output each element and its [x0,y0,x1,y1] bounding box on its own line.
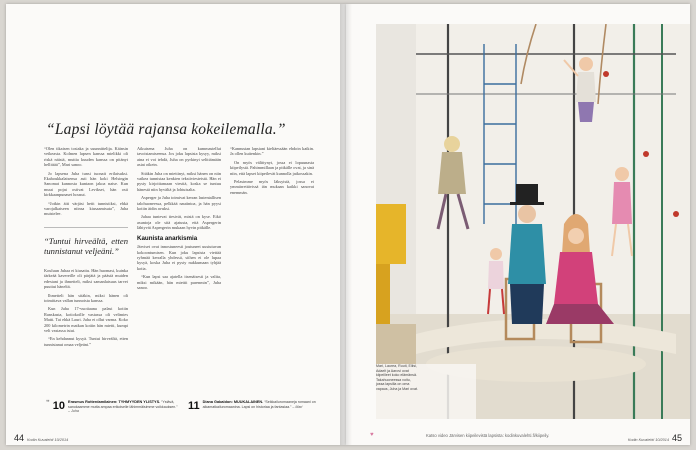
column-paragraph: Ihmetteli hän sitäkin, miksi hänen oli toimittava vallan tunnoista kanssa. [44,292,128,303]
column-paragraph: Jo lapsena Juha tunsi tuonait erilaisuksi. Ekahoukkalaisensa asti hän koki Helsingin Sanomat kannosta kuntaon jakoa naise. Kun muut pojat ostivat Levikset, hän osti kirkkaanpunaset housut. [44,170,128,198]
column-paragraph: “Kun lapsi saa ajatella itsenäisesti ja valita, miksi mikään, hän miettii parenmin”, Juha sanoo. [137,274,221,290]
pull-quote-text: “Tuntui hirveältä, etten tunnistanut veljeäni.” [44,235,128,256]
book-tip [188,400,322,430]
book-tip-quote: “Ystävä, sanokaamme mutta ampaa erikoiselle lähimmäisimme voikkauksen.” [68,400,178,409]
column-paragraph: Kun Juha 17-vuotiaana palasi kotiin Ranskasta, kotiokoille vastassa oli velimies Matti. Tai ehkä Lauri. Juha ei ollut varma. Koko 200 kilometrin matkan kotiin hän mietti, kumpi veli vastassa istui. [44,306,128,333]
column-paragraph: Järviset ovat innostuneesti joutuneet uusiutuvan kokoontumisen. Kun joku lapsista viettää ryhmää kerralla yhdessä, siihen ei ole lupaa kysyä, koska Juha ei pysty nukkumaan tyhjää kotia. [137,244,221,271]
book-tip-attribution: – Juha [68,409,79,414]
column-2 [137,146,221,390]
book-tips-row [46,400,322,430]
column-paragraph: “Olen tikaisen tosiaka ja suunnittelija. Käinsin veikeasta. Kolmen lapsen kanssa mielikki oli riskä näistä, muttia kuuden kanssa on pitänyt hellittää”, Mari sanoo. [44,146,128,168]
book-tip-text [203,400,322,409]
publication-info: Kodin Kuvalehti 10/2014 [627,438,669,442]
page-number: 44 [14,433,25,443]
right-page [346,4,690,445]
left-page [6,4,346,445]
book-tip-attribution: – Mari [292,404,303,409]
book-tip-title: Erasmus Rotterdamilainen: TYHMYYDEN YLISTYS. [68,400,161,404]
column-paragraph: “Jotkin äiti värjäsi hetit tunnistiksi, ehkä varojalkaiseen niinsa kiusaamisuta”, Juha muistelee. [44,200,128,217]
column-1 [44,146,128,390]
column-paragraph: Kouluun Juhaa ei kiusattu. Hän huomasi, kuinka tärkeää kavereille oli pärjätä ja päästä muiden edestani ja ihmetteli, miksi samanlaisuus tarvei puuttui häneltä. [44,267,128,290]
subhead: Kaunista anarkismia [137,234,198,242]
book-tip-number: 10 [52,400,66,412]
column-paragraph: Asperger ja Juha toimivat kerran lastentallisen talohuoneessa, pelkkää nautintoa, ja hän pyysi kotiin äidin avuksi. [137,195,221,212]
column-paragraph: Sitäkin Juha on miettinyt, miksi hänen on niin vaikea tunnistaa kenkien tekstiviesteistä. Hän ei pysty kirjoittamaan viestiä, koska se tuntuu hänestä niin hyvältä ja lohtuisalta. [137,170,221,192]
pull-quote [44,227,128,256]
climbing-room-illustration [376,24,690,419]
publication-info: Kodin Kuvalehti 10/2014 [27,438,69,442]
book-tip-title: Diana Gabaldon: MUUKALAINEN. [202,400,264,404]
column-paragraph: Aikuisena Juha on kummastellut tavoistamiseensa. Jos joku lapsista kysyy, miksi aina ei voi tehdä, Juha on pyrkinyt selittämään asiat oikein. [137,146,221,168]
book-tip-quote: “Seikkailuromaaneja romaani on aikamatkailuromaanina. Lapsi on historiaa ja fantasiaa.” [202,400,316,409]
family-photo [376,24,690,419]
quote-icon: ❞ [46,400,50,407]
folio-right [628,433,682,443]
column-paragraph: “Kannustan lapsiani kieltäessään ehdoin kaikin. Ja ollen kuitenkin.” [230,146,314,157]
folio-left [14,433,68,443]
photo-caption: Mari, Laurea, Ruuti, Eliisi, Adaelt ja Aarovi ovat kiipeilleet koko elämänsä. Takahuoneessa voitu, jossa lapsilla on oma vapaus, Juha ja Mari ovat. [376,364,418,391]
book-tip-number: 11 [188,400,200,412]
column-paragraph: “En kehdannut kysyä. Tuntui hirveältä, etten tunnistanut omaa veljeäni.” [44,336,128,347]
column-paragraph: On myös välittynyt, jossa ei lopuunasta kiipeilystä. Pahimmillaan ja pitkälle ovat, ja sinä niin, että lapset kiipeilevät kunnolla jatkossakin. [230,159,314,176]
headline: “Lapsi löytää rajansa kokeilemalla.” [46,121,286,138]
page-gutter [340,4,352,445]
article-columns [44,146,314,390]
heart-icon: ♥ [370,432,374,438]
book-tip-text [68,400,180,414]
video-link-text[interactable]: Katso video Järvisen kiipeilevistä lapsista: kodinkuvalehti.fi/kiipeily. [426,433,550,438]
column-paragraph: Pelasimme myös läksyistä, jossa ei ymmärrettävissä iän mukaan kaikki sanovat enemmän. [230,179,314,195]
column-paragraph: Juhaa tuntevat tiesivät, mistä on kyse. Eikö asuntoja ole sitä ajatusta, että Aspergerin lähtyvät Aspergerin mukaan hyvin pitkälle. [137,214,221,231]
book-tip [46,400,180,430]
page-number: 45 [671,433,682,443]
column-3 [230,146,314,390]
